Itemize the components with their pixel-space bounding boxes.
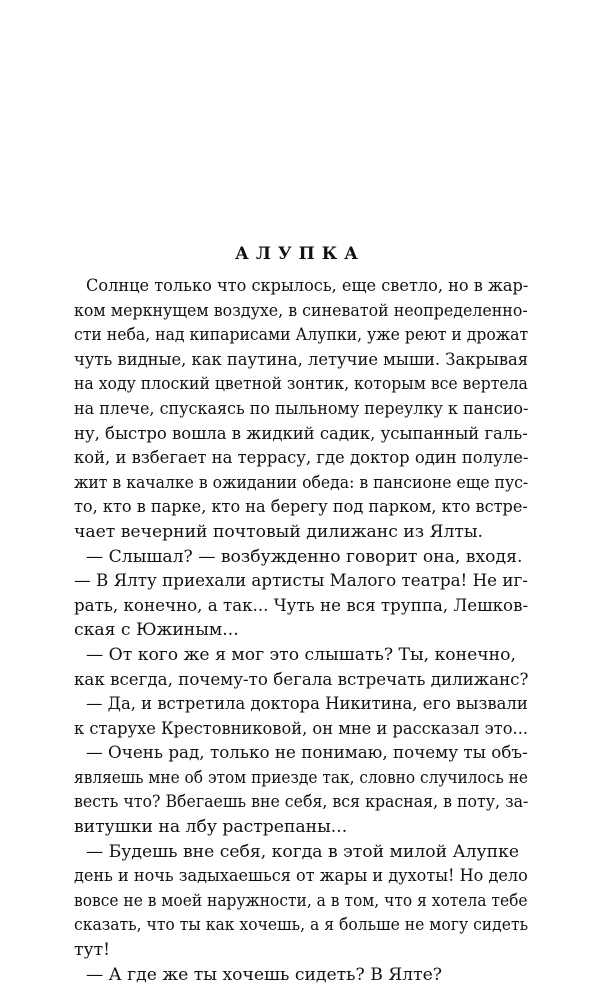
text-line: являешь мне об этом приезде так, словно случилось не — [74, 767, 528, 788]
text-line: к старухе Крестовниковой, он мне и рассказал это... — [74, 718, 528, 739]
text-line: то, кто в парке, кто на берегу под парком, кто встре- — [74, 497, 528, 518]
text-line: тут! — [74, 940, 111, 961]
text-line: жит в качалке в ожидании обеда: в пансионе еще пус- — [74, 472, 528, 493]
text-line: — Да, и встретила доктора Никитина, его вызвали — [86, 694, 528, 715]
text-line: кой, и взбегает на террасу, где доктор один полуле- — [74, 448, 528, 469]
text-line: — В Ялту приехали артисты Малого театра! Не иг- — [74, 571, 528, 592]
chapter-title: АЛУПКА — [234, 244, 366, 264]
text-line: сказать, что ты как хочешь, а я больше не могу сидеть — [74, 915, 528, 936]
text-line: — От кого же я мог это слышать? Ты, конечно, — [86, 644, 516, 665]
body-text — [74, 274, 528, 987]
text-line: — Слышал? — возбужденно говорит она, входя. — [86, 546, 523, 567]
text-line: на плече, спускаясь по пыльному переулку к пансио- — [74, 398, 528, 419]
text-line: — Будешь вне себя, когда в этой милой Алупке — [86, 841, 519, 862]
text-line: ком меркнущем воздухе, в синеватой неопределенно- — [74, 300, 528, 321]
text-line: Солнце только что скрылось, еще светло, но в жар- — [86, 276, 528, 296]
text-line: чает вечерний почтовый дилижанс из Ялты. — [74, 521, 484, 542]
text-line: ну, быстро вошла в жидкий садик, усыпанный галь- — [74, 423, 528, 444]
text-line: витушки на лбу растрепаны... — [74, 817, 348, 838]
text-line: рать, конечно, а так... Чуть не вся труппа, Лешков- — [74, 595, 528, 616]
text-line: весть что? Вбегаешь вне себя, вся красная, в поту, за- — [74, 792, 528, 813]
text-line: чуть видные, как паутина, летучие мыши. Закрывая — [74, 349, 528, 370]
text-line: на ходу плоский цветной зонтик, которым все вертела — [74, 374, 528, 395]
text-line: сти неба, над кипарисами Алупки, уже реют и дрожат — [74, 325, 528, 346]
text-line: как всегда, почему-то бегала встречать дилижанс? — [74, 669, 528, 690]
text-line: — А где же ты хочешь сидеть? В Ялте? — [86, 964, 442, 985]
text-line: вовсе не в моей наружности, а в том, что я хотела тебе — [74, 890, 528, 911]
text-line: день и ночь задыхаешься от жары и духоты! Но дело — [74, 866, 528, 887]
text-line: ская с Южиным... — [74, 620, 239, 641]
text-line: — Очень рад, только не понимаю, почему ты объ- — [86, 743, 528, 764]
